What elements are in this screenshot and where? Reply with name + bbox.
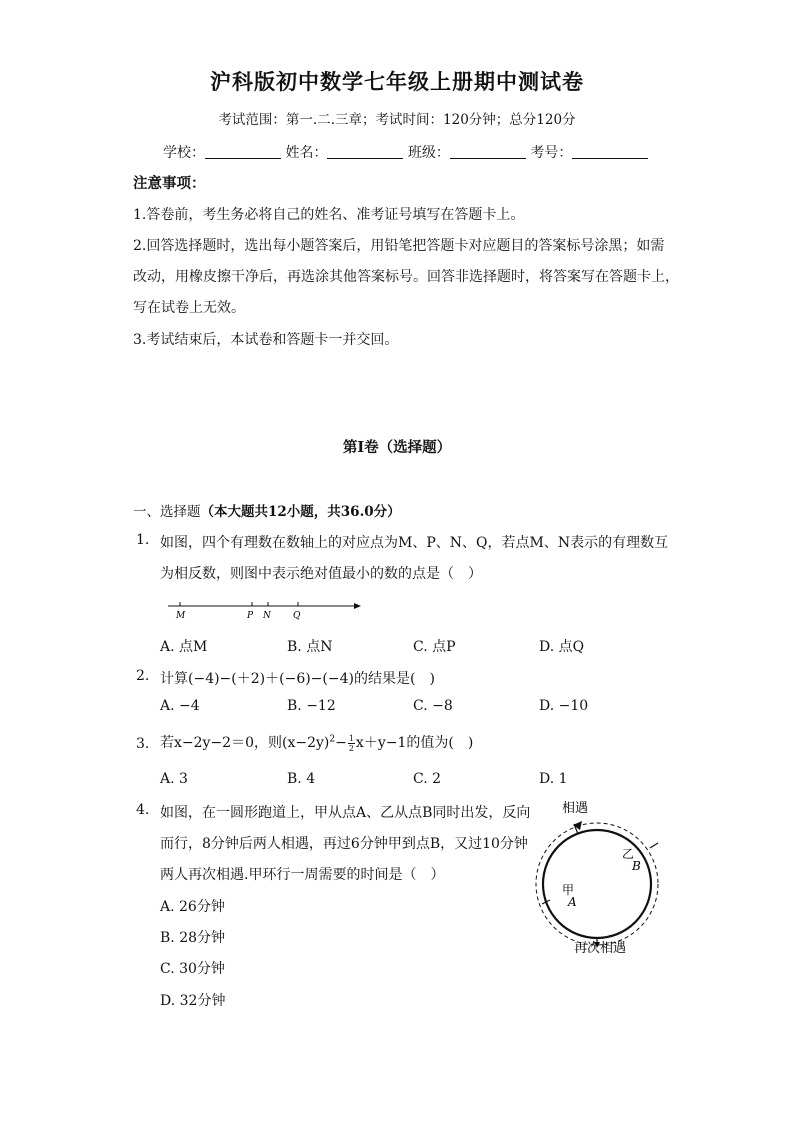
number-line-figure — [166, 596, 362, 620]
student-info-line — [163, 142, 648, 162]
q1-line2: 为相反数，则图中表示绝对值最小的数的点是（ ） — [160, 566, 482, 582]
q1-line1: 如图，四个有理数在数轴上的对应点为M、P、N、Q，若点M、N表示的有理数互 — [160, 535, 669, 551]
notice-item-1: 1.答卷前，考生务必将自己的姓名、准考证号填写在答题卡上。 — [133, 207, 525, 223]
name-label: 姓名： — [285, 145, 328, 161]
a-label: A — [568, 895, 577, 909]
notice-item-2: 2.回答选择题时，选出每小题答案后，用铅笔把答题卡对应题目的答案标号涂黑；如需 — [133, 238, 665, 254]
q3-option-b[interactable]: B. 4 — [287, 771, 316, 787]
q1-option-c[interactable]: C. 点P — [413, 639, 456, 655]
school-blank[interactable] — [205, 144, 281, 159]
class-blank[interactable] — [450, 144, 526, 159]
q3-option-a[interactable]: A. 3 — [160, 771, 188, 787]
q2-option-c[interactable]: C. −8 — [413, 698, 453, 714]
q3-fraction — [348, 734, 355, 753]
track-dashed-circle — [536, 823, 658, 945]
track-inner-circle — [543, 830, 651, 938]
number-blank[interactable] — [572, 144, 648, 159]
q3-text-b: − — [335, 735, 347, 751]
meet-arrow — [573, 821, 582, 830]
q2-text: 计算(−4)−(＋2)＋(−6)−(−4)的结果是( ) — [160, 671, 435, 687]
section-title: 第Ⅰ卷（选择题） — [342, 439, 452, 456]
part-prefix: 一、选择题 — [133, 504, 201, 520]
q4-line1: 如图，在一圆形跑道上，甲从点A、乙从点B同时出发，反向 — [160, 805, 531, 821]
q3-frac-num: 1 — [348, 733, 354, 743]
label-n: N — [263, 611, 271, 620]
q1-option-b[interactable]: B. 点N — [287, 639, 333, 655]
q4-option-b[interactable]: B. 28分钟 — [160, 930, 226, 946]
q3-text-a: 若x−2y−2＝0，则(x−2y) — [160, 735, 330, 751]
school-label: 学校： — [163, 145, 205, 161]
jia-label: 甲 — [562, 883, 575, 897]
q1-option-d[interactable]: D. 点Q — [539, 639, 585, 655]
label-q: Q — [293, 611, 301, 620]
meet-again-label: 再次相遇 — [574, 941, 627, 956]
label-m: M — [176, 611, 186, 620]
part-heading — [133, 500, 401, 520]
notice-item-2-cont: 改动，用橡皮擦干净后，再选涂其他答案标号。回答非选择题时，将答案写在答题卡上， — [133, 269, 679, 285]
b-label: B — [632, 859, 641, 873]
point-b-marker — [650, 843, 658, 848]
q4-option-c[interactable]: C. 30分钟 — [160, 961, 225, 977]
q3-text — [160, 732, 473, 753]
circular-track-figure — [532, 796, 666, 956]
yi-label: 乙 — [622, 847, 635, 861]
q3-option-d[interactable]: D. 1 — [539, 771, 568, 787]
notice-item-2-cont2: 写在试卷上无效。 — [133, 300, 245, 316]
q3-option-c[interactable]: C. 2 — [413, 771, 442, 787]
exam-subtitle: 考试范围：第一.二.三章；考试时间：120分钟；总分120分 — [218, 112, 576, 128]
q2-option-b[interactable]: B. −12 — [287, 698, 336, 714]
class-label: 班级： — [407, 145, 450, 161]
q4-option-d[interactable]: D. 32分钟 — [160, 993, 226, 1009]
q3-text-c: x＋y−1的值为( ) — [355, 735, 474, 751]
q4-option-a[interactable]: A. 26分钟 — [160, 899, 225, 915]
q1-number: 1. — [136, 532, 150, 548]
q3-exponent: 2 — [329, 734, 336, 745]
q2-number: 2. — [136, 668, 150, 684]
number-label: 考号： — [530, 145, 573, 161]
q4-line3: 两人再次相遇.甲环行一周需要的时间是（ ） — [160, 867, 445, 883]
q4-line2: 而行，8分钟后两人相遇，再过6分钟甲到点B，又过10分钟 — [160, 836, 528, 852]
q3-number: 3. — [136, 736, 150, 752]
q3-frac-den: 2 — [348, 743, 354, 753]
exam-title: 沪科版初中数学七年级上册期中测试卷 — [210, 69, 584, 94]
notice-heading: 注意事项： — [133, 175, 206, 192]
number-line-arrow — [354, 603, 361, 609]
meet-label: 相遇 — [562, 801, 589, 816]
label-p: P — [247, 611, 254, 620]
q2-option-a[interactable]: A. −4 — [160, 698, 200, 714]
q1-option-a[interactable]: A. 点M — [160, 639, 208, 655]
notice-item-3: 3.考试结束后，本试卷和答题卡一并交回。 — [133, 332, 399, 348]
name-blank[interactable] — [327, 144, 403, 159]
q2-option-d[interactable]: D. −10 — [539, 698, 589, 714]
part-detail: （本大题共12小题，共36.0分） — [200, 504, 401, 520]
q4-number: 4. — [136, 802, 150, 818]
